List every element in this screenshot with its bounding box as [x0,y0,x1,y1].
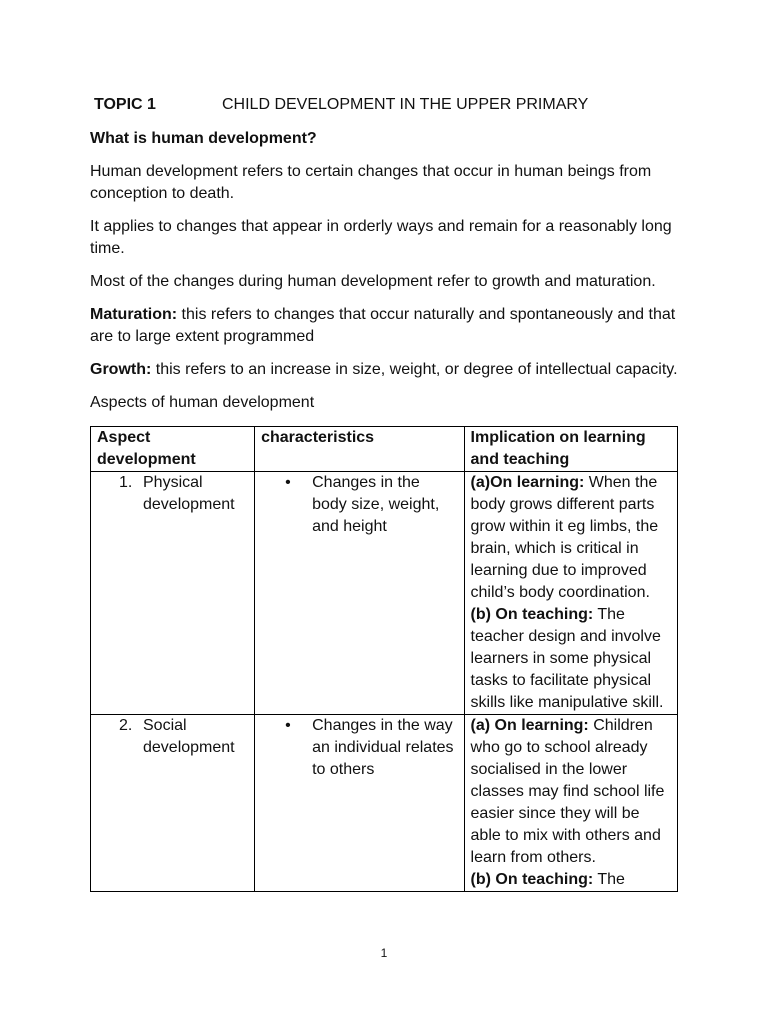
numbered-item [97,472,248,516]
maturation-definition [90,304,680,348]
learning-label: (a)On learning: [470,474,585,491]
definition-paragraph: Human development refers to certain changes that occur in human beings from conception to death. [90,163,652,202]
bullet-item [261,715,457,781]
learning-text: When the body grows different parts grow within it eg limbs, the brain, which is critical in learning due to improved child’s body coordination. [470,474,659,601]
implication-cell [464,472,677,715]
growth-maturation-paragraph: Most of the changes during human development refer to growth and maturation. [90,273,656,290]
numbered-item [97,715,248,759]
orderly-changes-paragraph: It applies to changes that appear in orderly ways and remain for a reasonably long time. [90,218,672,257]
characteristic-cell [255,472,464,715]
maturation-term: Maturation: [90,306,178,323]
implication-cell [464,715,677,892]
table-header-row [91,427,678,472]
maturation-text: this refers to changes that occur naturally and spontaneously and that are to large extent programmed [90,306,676,345]
learning-implication [471,472,671,604]
learning-label: (a) On learning: [470,717,589,734]
aspect-cell [91,715,255,892]
teaching-text: The teacher design and involve learners in some physical tasks to facilitate physical skills like manipulative skill. [470,606,664,711]
item-number: 1. [119,474,133,491]
characteristic-text: Changes in the way an individual relates to others [312,717,454,778]
bullet-item [261,472,457,538]
growth-text: this refers to an increase in size, weight, or degree of intellectual capacity. [151,361,678,378]
teaching-text: The [593,871,625,888]
document-page [90,94,680,892]
item-number: 2. [119,717,133,734]
teaching-label: (b) On teaching: [470,606,594,623]
topic-label: TOPIC 1 [94,96,156,113]
learning-text: Children who go to school already socialised in the lower classes may find school life easier since they will be able to mix with others and learn from others. [470,717,665,866]
page-number: 1 [380,946,388,960]
growth-definition [90,359,680,381]
table-row [91,715,678,892]
table-row [91,472,678,715]
aspect-cell [91,472,255,715]
topic-line [90,94,680,116]
characteristic-text: Changes in the body size, weight, and height [312,474,440,535]
header-implication: Implication on learning and teaching [464,427,677,472]
bullet-icon: • [285,717,291,734]
topic-title: CHILD DEVELOPMENT IN THE UPPER PRIMARY [222,96,589,113]
characteristic-cell [255,715,464,892]
aspect-name: Physical development [143,474,235,513]
teaching-label: (b) On teaching: [470,871,594,888]
aspect-name: Social development [143,717,235,756]
growth-term: Growth: [90,361,152,378]
aspects-intro: Aspects of human development [90,394,315,411]
question-heading: What is human development? [90,130,317,147]
learning-implication [471,715,671,869]
header-aspect: Aspect development [91,427,255,472]
header-characteristics: characteristics [255,427,464,472]
aspects-table [90,426,678,892]
teaching-implication [471,869,671,891]
teaching-implication [471,604,671,714]
bullet-icon: • [285,474,291,491]
